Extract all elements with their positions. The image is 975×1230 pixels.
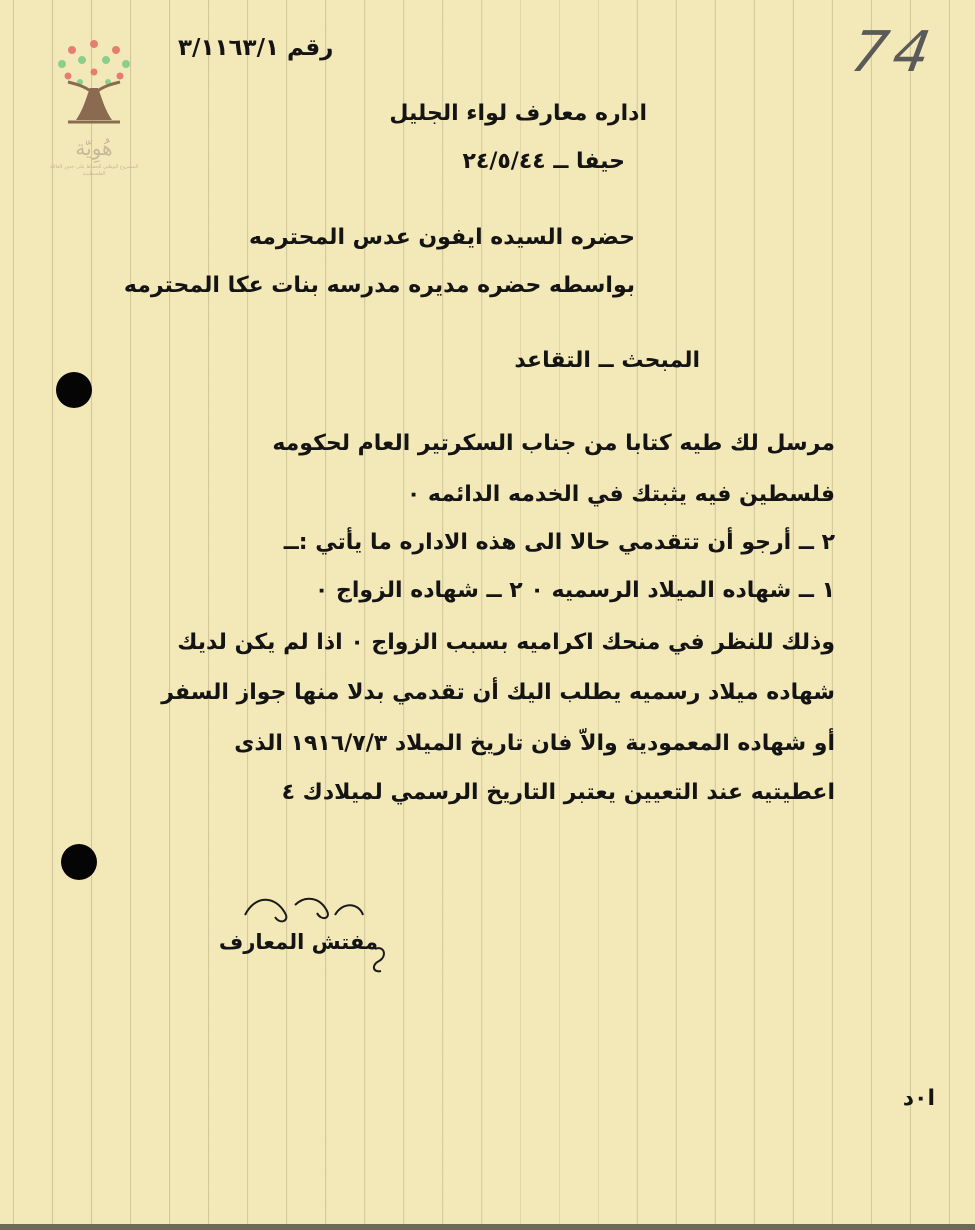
logo-wordmark: هُوِيّة xyxy=(75,136,113,160)
body-line: فلسطين فيه يثبتك في الخدمه الدائمه ٠ xyxy=(406,482,835,507)
footer-code: ا٠د xyxy=(902,1086,935,1111)
page-number: 74 xyxy=(846,20,941,85)
body-line: أو شهاده المعمودية والاّ فان تاريخ الميلاد ١٩١٦/٧/٣ الذى xyxy=(234,731,835,756)
via-line: بواسطه حضره مديره مدرسه بنات عكا المحترمه xyxy=(123,273,635,298)
body-line: ٢ ــ أرجو أن تتقدمي حالا الى هذه الاداره ما يأتي :ــ xyxy=(283,530,835,555)
addressee-line: حضره السيده ايفون عدس المحترمه xyxy=(248,225,635,250)
body-line: ١ ــ شهاده الميلاد الرسميه ٠ ٢ ــ شهاده الزواج ٠ xyxy=(314,578,835,603)
logo-caption: المشروع الوطني للحفاظ على جذور العائلة الفلسطينية xyxy=(49,164,139,177)
body-line: وذلك للنظر في منحك اكراميه بسبب الزواج ٠ اذا لم يكن لديك xyxy=(177,630,835,655)
punch-hole xyxy=(61,844,97,880)
hawiya-logo xyxy=(46,36,142,186)
date-line: حيفا ــ ٢٤/٥/٤٤ xyxy=(462,149,625,174)
office-name: اداره معارف لواء الجليل xyxy=(389,101,647,126)
subject-line: المبحث ــ التقاعد xyxy=(514,348,700,373)
page-edge xyxy=(0,1224,975,1230)
family-tree-icon xyxy=(46,36,142,136)
punch-hole xyxy=(56,372,92,408)
reference-number: رقم ٣/١١٦٣/١ xyxy=(178,35,334,61)
body-line: مرسل لك طيه كتابا من جناب السكرتير العام لحكومه xyxy=(272,431,835,456)
body-line: اعطيتيه عند التعيين يعتبر التاريخ الرسمي لميلادك ٤ xyxy=(281,780,835,805)
body-line: شهاده ميلاد رسميه يطلب اليك أن تقدمي بدلا منها جواز السفر xyxy=(161,680,835,705)
signature-title: مفتش المعارف xyxy=(218,930,378,954)
